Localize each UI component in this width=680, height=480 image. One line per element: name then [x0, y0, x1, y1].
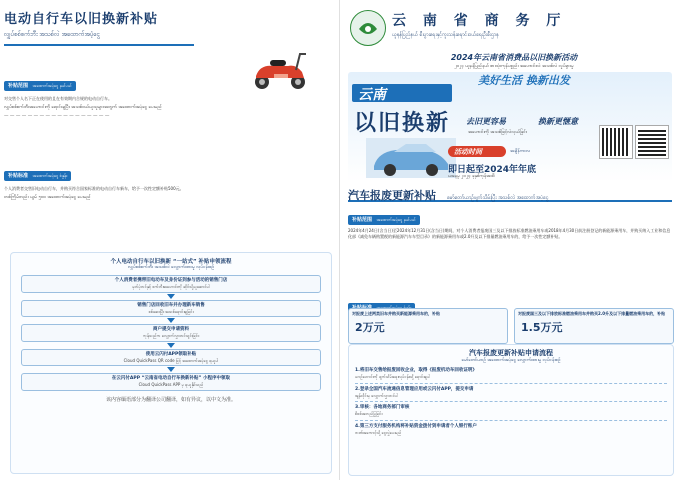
car-scope-header-cn: 补贴范围 — [352, 217, 373, 223]
left-title: 电动自行车以旧换新补贴 — [4, 12, 159, 27]
ebike-step-4-cn: 使用云闪付APP领取补贴 — [145, 351, 197, 357]
campaign-banner — [348, 72, 672, 182]
scope-section — [4, 72, 244, 120]
banner-tag2: 换新更惬意 — [538, 117, 578, 126]
ebike-step-3-mm: ကုန်သည်က လျှောက်လွှာတင်သွင်းခြင်း — [143, 333, 199, 338]
car-illustration — [366, 138, 456, 178]
car-scope-text: 2024年4月24日(含当日)至2024年12月31日(含当日)期间，对个人消费者报废国三及以下排放标准燃油乘用车或2018年4月30日前注册登记的新能源乘用车，并购买纳入工业和信息化部《减免车辆购置税的新能源汽车车型目录》的新能源乘用车或2.0升及以下排量燃油乘用车的，给予一次性定额补贴。 — [348, 228, 671, 239]
car-scope-header-mm: အထောက်အပံ့ငွေ နယ်ပယ် — [376, 217, 416, 222]
car-scope-header — [348, 215, 420, 225]
ebike-step-2 — [21, 300, 321, 318]
car-flow — [348, 344, 674, 476]
right-page — [340, 0, 680, 480]
scope-body-cn: 对交售个人名下正在使用的且在有效期内合规的电动自行车。 — [4, 96, 112, 101]
flow-arrow-icon — [167, 343, 175, 348]
car-step-3-mm: စိစစ်အတည်ပြုခြင်း — [355, 411, 383, 416]
flow-arrow-icon — [167, 367, 175, 372]
scope-header-mm: အထောက်အပံ့ငွေ နယ်ပယ် — [32, 83, 72, 88]
amount-box-1 — [348, 308, 508, 344]
banner-slogan: 美好生活 换新出发 — [478, 74, 570, 87]
car-step-4-cn: 4.第三方支付服务机构将补贴资金拨付到申请者个人银行账户 — [355, 423, 477, 429]
ebike-step-5 — [21, 373, 321, 391]
campaign-title-mm: ၂၀၂၄ ယူနန်ပြည်နယ် စားသုံးကုန်ပစ္စည်း အဟောင်းလဲ အသစ်လဲ လှုပ်ရှားမှု — [454, 64, 574, 69]
car-title: 汽车报废更新补贴 — [348, 189, 436, 202]
standard-section — [4, 162, 330, 202]
scooter-illustration — [250, 50, 310, 92]
car-scope — [348, 206, 672, 240]
car-flow-title: 汽车报废更新补贴申请流程 — [469, 349, 553, 357]
ebike-step-3 — [21, 324, 321, 342]
banner-big-text: 以旧换新 — [354, 111, 451, 136]
amount-2-desc: 对报废国三及以下排放标准燃油乘用车并购买2.0升及以下排量燃油乘用车的，补贴 — [518, 311, 666, 316]
ebike-step-4-mm: Cloud QuickPass QR code ဖြင့် အထောက်အပံ့ငွေ ရယူပါ — [123, 357, 219, 363]
dept-logo — [350, 10, 386, 46]
qr-code-1[interactable] — [600, 126, 632, 158]
car-step-3 — [355, 405, 667, 417]
standard-body-mm: တစ်ကြိမ်တည်း ယွမ် ၅၀၀ အထောက်အပံ့ငွေ ပေးမည် — [4, 195, 91, 200]
amount-box-2 — [514, 308, 674, 344]
dept-name: 云 南 省 商 务 厅 — [392, 13, 567, 29]
car-flow-divider — [355, 383, 667, 384]
car-step-3-cn: 3.审核：各地商务部门审核 — [355, 405, 410, 410]
scope-header — [4, 81, 76, 91]
time-value-mm: ယနေ့မှ ၂၀၂၄ ခုနှစ်ကုန်အထိ — [448, 174, 495, 179]
banner-mm: အဟောင်းကို အသစ်ဖြင့်လဲလှယ်ခြင်း — [468, 130, 527, 135]
banner-tag1: 去旧更容易 — [466, 117, 506, 126]
ebike-step-3-cn: 商户提交申请资料 — [153, 327, 189, 332]
campaign-title: 2024年云南省消费品以旧换新活动 — [450, 53, 578, 62]
scope-header-cn: 补贴范围 — [8, 83, 29, 89]
amount-2: 1.5万元 — [521, 321, 563, 334]
standard-body-cn: 个人消费者交售旧电动自行车，并购买符合国家标准的电动自行车新车，给予一次性定额补贴500元。 — [4, 186, 184, 191]
flow-arrow-icon — [167, 294, 175, 299]
left-title-mm: လျှပ်စစ်စက်ဘီး အသစ်လဲ အထောက်အပံ့ငွေ — [4, 31, 101, 38]
page-fold — [339, 0, 340, 480]
ebike-flow — [10, 252, 332, 474]
time-label-mm: အချိန်ကာလ — [510, 149, 531, 154]
standard-header-mm: အထောက်အပံ့ငွေ စံနှုန်း — [32, 173, 68, 178]
car-step-4 — [355, 424, 667, 436]
title-underline — [4, 44, 194, 46]
scope-body-mm: လျှပ်စစ်စက်ဘီးအဟောင်းကို ရောင်းချပြီး အသစ်ဝယ်ယူသူများအတွက် အထောက်အပံ့ငွေ ပေးမည် — [4, 105, 162, 110]
scope-body-mm-2: — — — — — — — — — — — — — — — — — — — [4, 113, 110, 119]
amount-1: 2万元 — [355, 321, 385, 334]
ebike-step-1 — [21, 275, 321, 293]
flow-arrow-icon — [167, 318, 175, 323]
standard-header — [4, 171, 71, 181]
amount-1-desc: 对报废上述两类旧车并购买新能源乘用车的，补贴 — [352, 311, 440, 316]
car-step-4-mm: ဘဏ်အကောင့်သို့ ငွေလွှဲပေးမည် — [355, 429, 402, 435]
car-title-mm: မော်တော်ယာဉ်ဖျက်သိမ်းပြီး အသစ်လဲ အထောက်အပံ့ငွေ — [447, 195, 549, 201]
ebike-step-5-cn: 在云闪付APP “云南省电动自行车换新补贴” 小程序中领取 — [111, 376, 231, 381]
time-label: 活动时间 — [454, 148, 482, 156]
car-flow-title-mm: မော်တော်ယာဉ် အထောက်အပံ့ငွေ လျှောက်ထားမှု လုပ်ငန်းစဉ် — [461, 358, 561, 363]
translation-disclaimer: 该内容缅语部分为翻译公司翻译，如有异议，以中文为准。 — [105, 396, 236, 403]
car-step-2-cn: 2.登录全国汽车流通信息管理应用或云闪付APP，提交申请 — [355, 386, 474, 392]
qr-code-2[interactable] — [636, 126, 668, 158]
car-flow-divider — [355, 401, 667, 402]
car-flow-divider — [355, 420, 667, 421]
car-step-2 — [355, 387, 667, 399]
ebike-flow-title: 个人电动自行车以旧换新 “一站式” 补贴申领流程 — [110, 259, 232, 265]
banner-yunnan: 云南 — [358, 87, 386, 103]
ebike-step-2-cn: 销售门店回收旧车并办理新车销售 — [137, 302, 205, 308]
car-step-1-cn: 1.将旧车交售给报废回收企业，取得《报废机动车回收证明》 — [355, 368, 477, 373]
ebike-step-5-mm: Cloud QuickPass APP မှ ရယူနိုင်သည် — [138, 382, 204, 387]
ebike-step-1-cn: 个人消费者携带旧电动车及身份证到参与活动的销售门店 — [114, 278, 228, 283]
ebike-step-1-mm: မှတ်ပုံတင်နှင့် စက်ဘီးအဟောင်းကို ဆိုင်သို့ယူဆောင်ပါ — [132, 284, 210, 289]
car-title-bar — [348, 184, 672, 202]
car-step-1-mm: ယာဉ်ဟောင်းကို ဖျက်သိမ်းရေးလုပ်ငန်းသို့ ရောင်းချပါ — [355, 374, 431, 379]
car-step-1 — [355, 368, 667, 380]
ebike-flow-title-mm: လျှပ်စစ်စက်ဘီး အသစ်လဲ လျှောက်ထားမှု လုပ်ငန်းစဉ် — [127, 265, 215, 270]
car-standard — [348, 294, 672, 334]
time-value: 即日起至2024年年底 — [448, 165, 537, 175]
ebike-step-2-mm: စစ်ဆေးပြီး အသစ်ရောင်းချခြင်း — [148, 308, 194, 314]
ebike-step-4 — [21, 349, 321, 367]
dept-name-mm: ယူနန်ပြည်နယ် စီးပွားရေးနှင့်ကူးသန်းရောင်းဝယ်ရေးဦးစီးဌာန — [392, 32, 499, 38]
car-step-2-mm: အွန်လိုင်းမှ လျှောက်လွှာတင်ပါ — [355, 392, 399, 398]
standard-header-cn: 补贴标准 — [8, 173, 29, 179]
